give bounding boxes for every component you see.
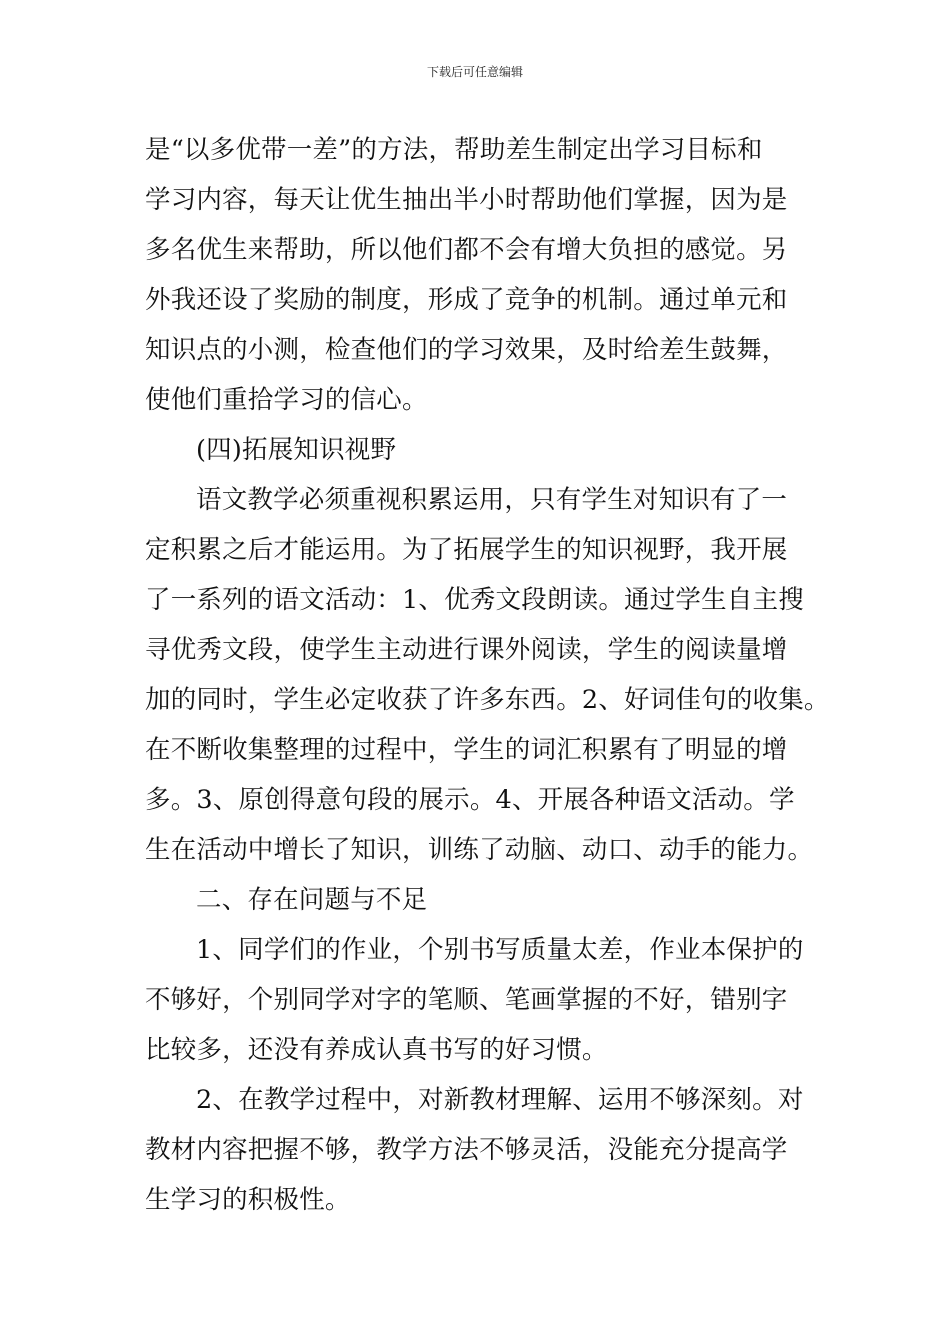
text-line: 比较多，还没有养成认真书写的好习惯。: [145, 1035, 608, 1065]
text-line: 生在活动中增长了知识，训练了动脑、动口、动手的能力。: [145, 835, 814, 865]
paragraph-problem-1: [145, 925, 835, 1075]
document-body: [145, 125, 835, 1225]
heading-text: (四)拓展知识视野: [196, 435, 397, 465]
paragraph-peer-help: [145, 125, 835, 425]
heading-text: 二、存在问题与不足: [196, 885, 428, 915]
text-line: 语文教学必须重视积累运用，只有学生对知识有了一: [196, 485, 788, 515]
text-line: 使他们重拾学习的信心。: [145, 385, 428, 415]
text-line: 多名优生来帮助，所以他们都不会有增大负担的感觉。另: [145, 235, 788, 265]
text-line: 是“以多优带一差”的方法，帮助差生制定出学习目标和: [145, 135, 763, 165]
text-line: 在不断收集整理的过程中，学生的词汇积累有了明显的增: [145, 735, 788, 765]
text-line: 生学习的积极性。: [145, 1185, 351, 1215]
text-line: 加的同时，学生必定收获了许多东西。2、好词佳句的收集。: [145, 685, 830, 715]
text-line: 教材内容把握不够，教学方法不够灵活，没能充分提高学: [145, 1135, 788, 1165]
paragraph-problem-2: [145, 1075, 835, 1225]
text-line: 外我还设了奖励的制度，形成了竞争的机制。通过单元和: [145, 285, 788, 315]
text-line: 定积累之后才能运用。为了拓展学生的知识视野，我开展: [145, 535, 788, 565]
text-line: 1、同学们的作业，个别书写质量太差，作业本保护的: [196, 935, 804, 965]
text-line: 多。3、原创得意句段的展示。4、开展各种语文活动。学: [145, 785, 795, 815]
page-header: 下载后可任意编辑: [426, 65, 523, 79]
text-line: 学习内容，每天让优生抽出半小时帮助他们掌握，因为是: [145, 185, 788, 215]
text-line: 不够好，个别同学对字的笔顺、笔画掌握的不好，错别字: [145, 985, 788, 1015]
text-line: 知识点的小测，检查他们的学习效果，及时给差生鼓舞，: [145, 335, 788, 365]
text-line: 2、在教学过程中，对新教材理解、运用不够深刻。对: [196, 1085, 804, 1115]
section-heading-4: [145, 425, 835, 475]
text-line: 了一系列的语文活动：1、优秀文段朗读。通过学生自主搜: [145, 585, 804, 615]
section-heading-problems: [145, 875, 835, 925]
text-line: 寻优秀文段，使学生主动进行课外阅读，学生的阅读量增: [145, 635, 788, 665]
paragraph-chinese-activities: [145, 475, 835, 875]
